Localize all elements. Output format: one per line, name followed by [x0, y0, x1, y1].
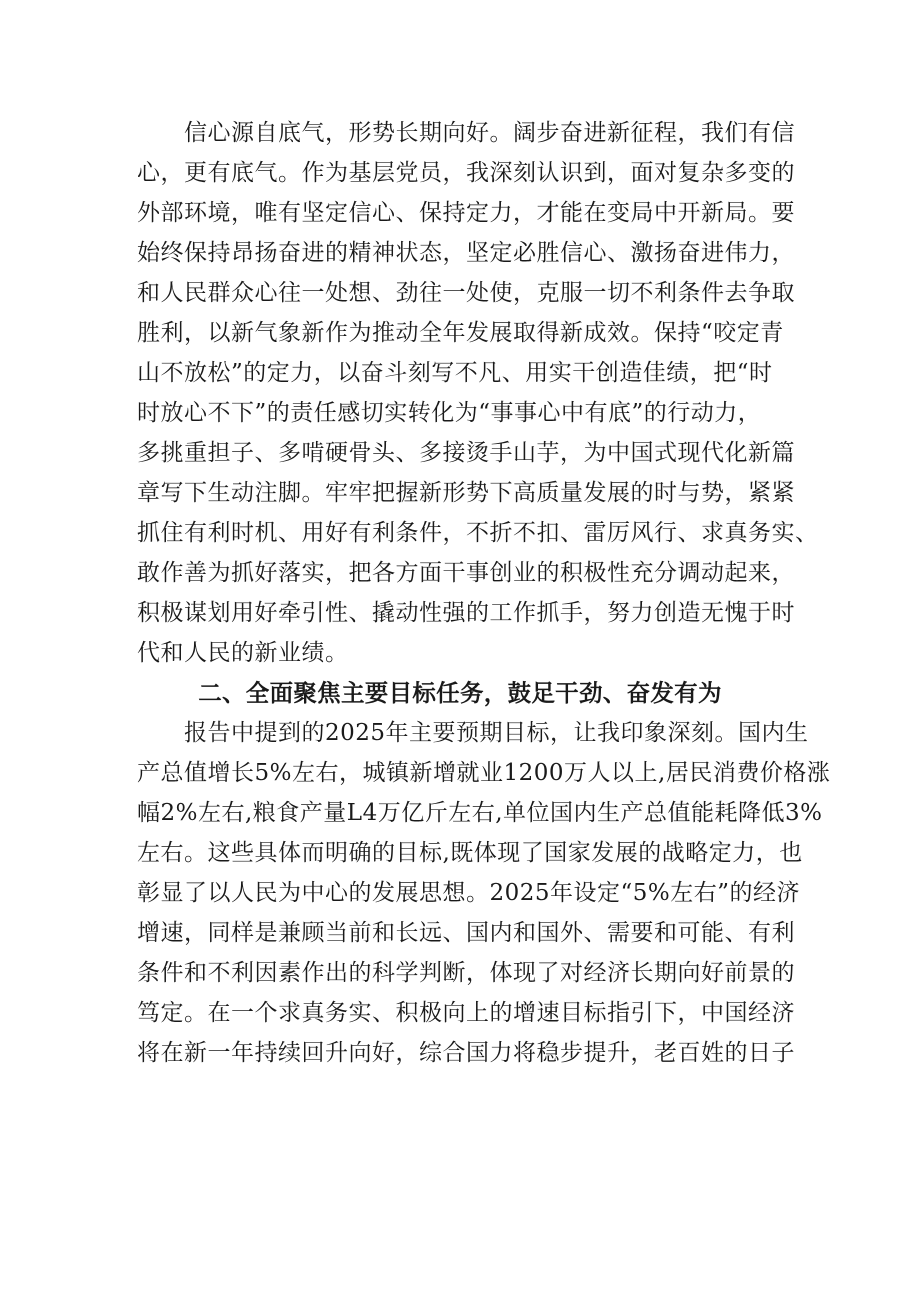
paragraph-line: 章写下生动注脚。牢牢把握新形势下高质量发展的时与势，紧紧: [137, 480, 795, 506]
paragraph-line: 外部环境，唯有坚定信心、保持定力，才能在变局中开新局。要: [137, 200, 795, 226]
paragraph-line: 信心源自底气，形势长期向好。阔步奋进新征程，我们有信: [137, 120, 795, 146]
paragraph-line: 产总值增长5%左右，城镇新增就业1200万人以上,居民消费价格涨: [137, 760, 831, 786]
paragraph-line: 积极谋划用好牵引性、撬动性强的工作抓手，努力创造无愧于时: [137, 600, 795, 626]
paragraph-line: 心，更有底气。作为基层党员，我深刻认识到，面对复杂多变的: [137, 160, 795, 186]
paragraph-line: 敢作善为抓好落实，把各方面干事创业的积极性充分调动起来，: [137, 560, 795, 586]
paragraph-line: 代和人民的新业绩。: [137, 640, 349, 666]
paragraph-line: 增速，同样是兼顾当前和长远、国内和国外、需要和可能、有利: [137, 920, 795, 946]
paragraph-line: 左右。这些具体而明确的目标,既体现了国家发展的战略定力，也: [137, 840, 803, 866]
paragraph-line: 幅2%左右,粮食产量L4万亿斤左右,单位国内生产总值能耗降低3%: [137, 800, 823, 826]
paragraph-line: 和人民群众心往一处想、劲往一处使，克服一切不利条件去争取: [137, 280, 795, 306]
paragraph-line: 报告中提到的2025年主要预期目标，让我印象深刻。国内生: [137, 720, 809, 746]
section-heading: 二、全面聚焦主要目标任务，鼓足干劲、奋发有为: [198, 679, 722, 707]
paragraph-line: 胜利，以新气象新作为推动全年发展取得新成效。保持“咬定青: [137, 320, 784, 346]
paragraph-line: 条件和不利因素作出的科学判断，体现了对经济长期向好前景的: [137, 960, 795, 986]
paragraph-line: 将在新一年持续回升向好，综合国力将稳步提升，老百姓的日子: [137, 1040, 795, 1066]
paragraph-line: 山不放松”的定力，以奋斗刻写不凡、用实干创造佳绩，把“时: [137, 360, 773, 386]
paragraph-line: 多挑重担子、多啃硬骨头、多接烫手山芋，为中国式现代化新篇: [137, 440, 795, 466]
paragraph-line: 抓住有利时机、用好有利条件，不折不扣、雷厉风行、求真务实、: [137, 520, 819, 546]
paragraph-line: 始终保持昂扬奋进的精神状态，坚定必胜信心、激扬奋进伟力，: [137, 240, 795, 266]
paragraph-line: 时放心不下”的责任感切实转化为“事事心中有底”的行动力，: [137, 400, 762, 426]
paragraph-line: 笃定。在一个求真务实、积极向上的增速目标指引下，中国经济: [137, 1000, 795, 1026]
paragraph-line: 彰显了以人民为中心的发展思想。2025年设定“5%左右”的经济: [137, 880, 801, 906]
